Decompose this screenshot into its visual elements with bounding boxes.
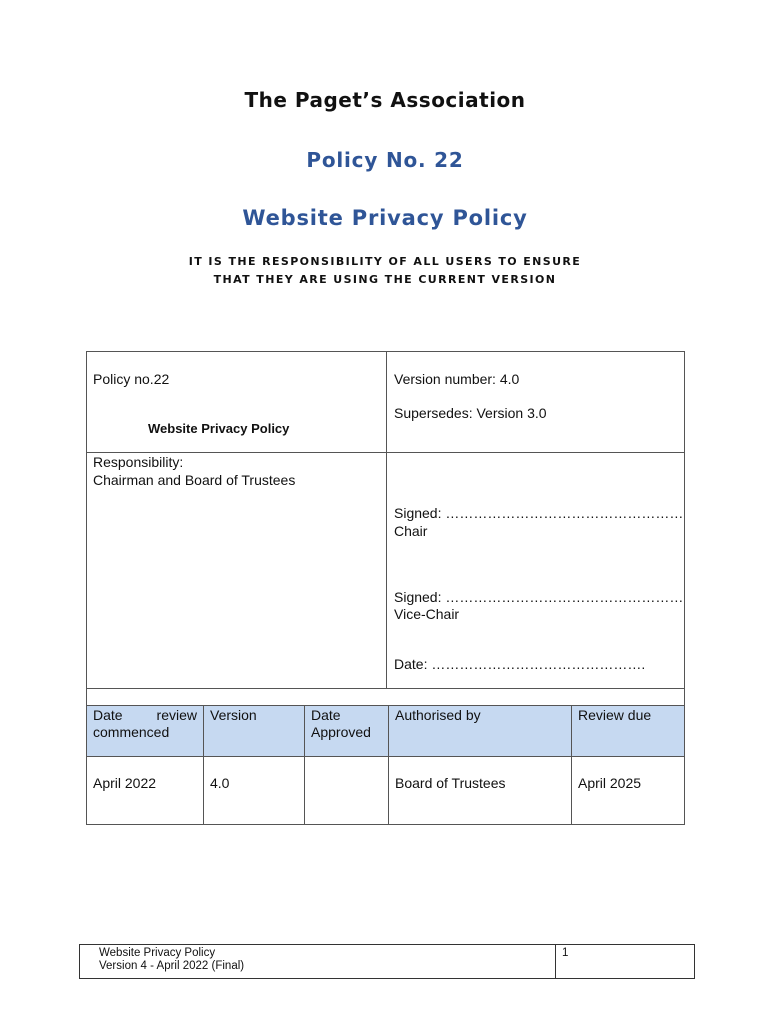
header-date-approved: Date Approved xyxy=(311,707,371,740)
column-divider xyxy=(386,351,387,689)
cell-date-review: April 2022 xyxy=(93,775,157,791)
policy-number-cell: Policy no.22 xyxy=(93,371,170,387)
signed-vice-chair-line: Signed: …………………………………………… xyxy=(394,589,684,605)
review-col-divider xyxy=(304,705,305,825)
footer-divider xyxy=(555,944,556,979)
header-version: Version xyxy=(210,707,257,723)
version-number-cell: Version number: 4.0 xyxy=(394,371,520,387)
header-review-due: Review due xyxy=(578,707,652,723)
policy-name-cell: Website Privacy Policy xyxy=(148,421,290,436)
review-col-divider xyxy=(571,705,572,825)
version-notice-line-1: IT IS THE RESPONSIBILITY OF ALL USERS TO ENSURE xyxy=(188,255,582,268)
header-date-review: Date review commenced xyxy=(93,707,197,740)
policy-name-heading: Website Privacy Policy xyxy=(242,206,528,230)
supersedes-cell: Supersedes: Version 3.0 xyxy=(394,405,547,421)
chair-label: Chair xyxy=(394,523,428,539)
footer-document-title: Website Privacy Policy xyxy=(99,947,216,959)
organisation-title: The Paget’s Association xyxy=(244,88,526,112)
responsibility-label: Responsibility: xyxy=(93,454,184,470)
date-line: Date: ………………………………………. xyxy=(394,656,646,672)
cell-version: 4.0 xyxy=(210,775,230,791)
spacer-row xyxy=(86,688,685,706)
version-notice-line-2: THAT THEY ARE USING THE CURRENT VERSION xyxy=(213,273,557,286)
review-col-divider xyxy=(203,705,204,825)
signed-chair-line: Signed: …………………………………………… xyxy=(394,505,684,521)
header-authorised-by: Authorised by xyxy=(395,707,481,723)
review-header-divider xyxy=(86,756,685,757)
cell-authorised-by: Board of Trustees xyxy=(395,775,506,791)
cell-review-due: April 2025 xyxy=(578,775,642,791)
footer-version: Version 4 - April 2022 (Final) xyxy=(99,960,245,972)
policy-number-heading: Policy No. 22 xyxy=(306,148,464,172)
review-col-divider xyxy=(388,705,389,825)
footer-page-number: 1 xyxy=(562,947,569,959)
vice-chair-label: Vice-Chair xyxy=(394,606,460,622)
responsibility-value: Chairman and Board of Trustees xyxy=(93,472,296,488)
